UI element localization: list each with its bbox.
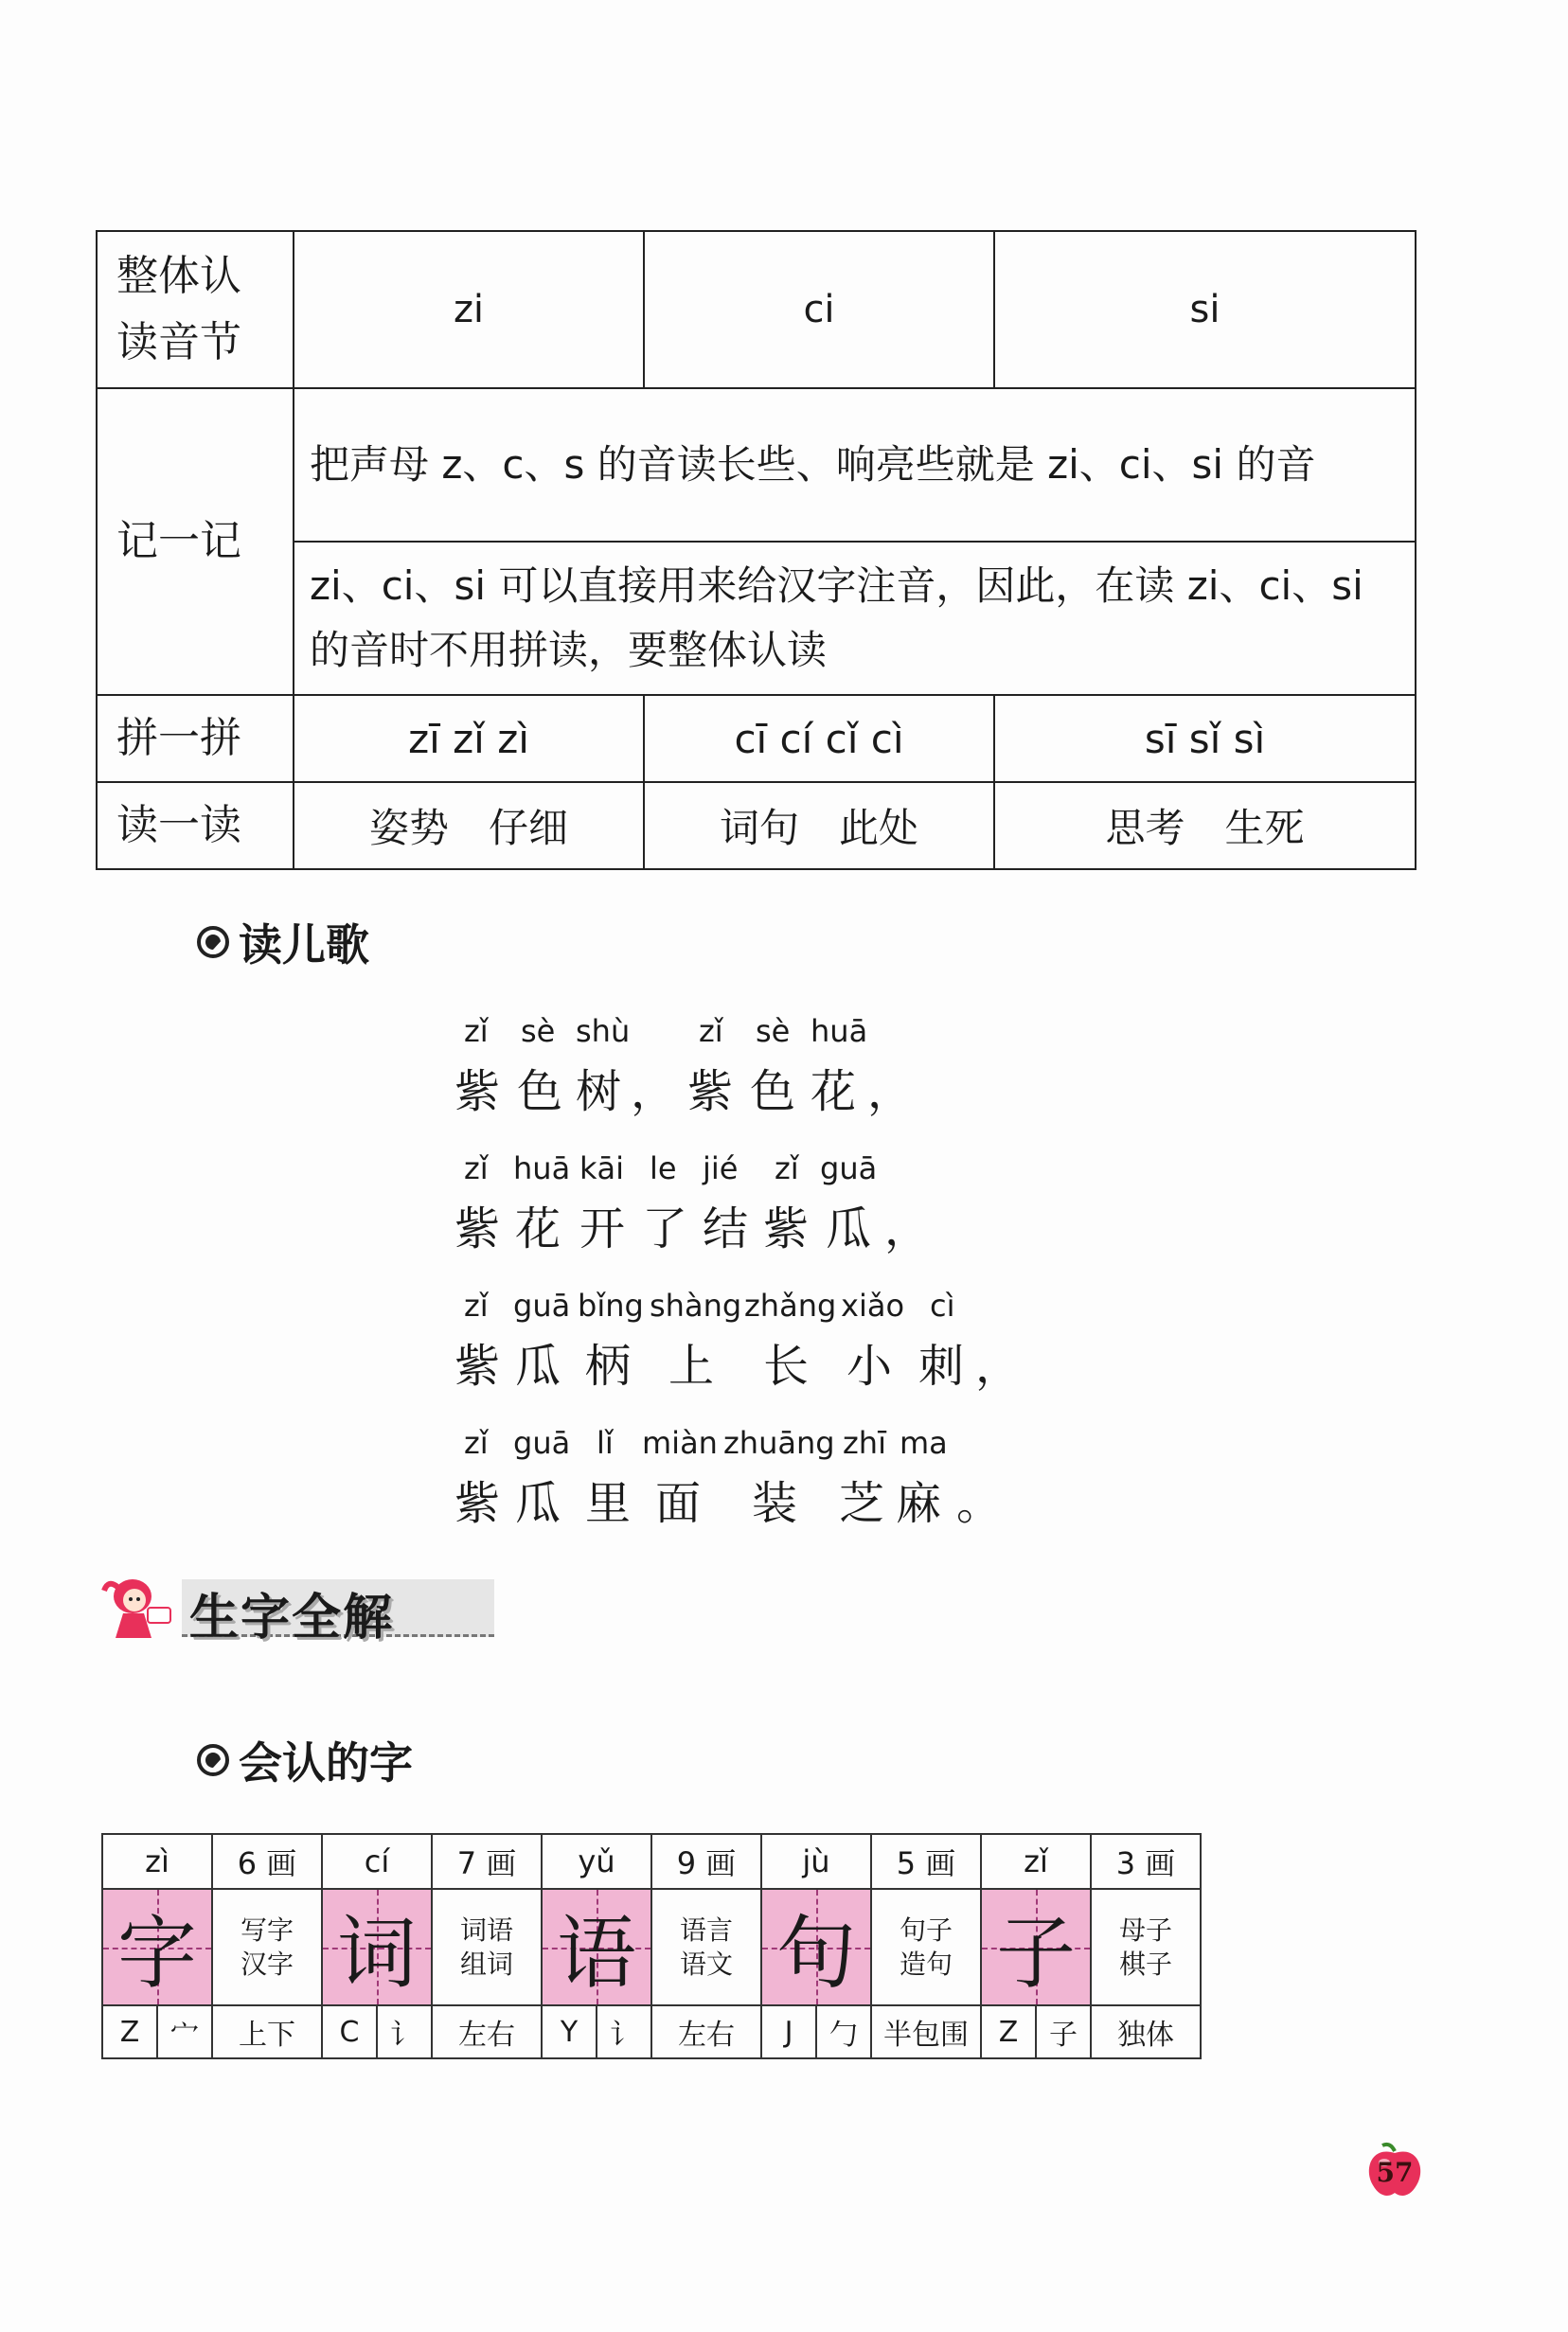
hanzi: 麻: [896, 1477, 942, 1530]
hanzi: ，: [975, 1340, 1022, 1393]
example-words: 母子 棋子: [1091, 1889, 1201, 2005]
character: 句: [775, 1907, 856, 2000]
pinyin: bǐng: [578, 1288, 644, 1324]
pinyin: zhuāng: [723, 1425, 835, 1461]
hanzi: 花: [515, 1202, 561, 1255]
radical: 讠: [377, 2005, 432, 2058]
char-pinyin: zǐ: [981, 1834, 1091, 1889]
table-row: [102, 1889, 1201, 2005]
pinyin: guā: [513, 1288, 571, 1324]
example-words: 词语 组词: [432, 1889, 542, 2005]
character: 词: [336, 1907, 417, 2000]
syllable-cell: ci: [644, 231, 994, 388]
pinyin-cell: cī cí cǐ cì: [644, 695, 994, 782]
hanzi: 紫: [454, 1340, 501, 1393]
syllable-cell: zi: [294, 231, 644, 388]
pinyin-cell: zī zǐ zì: [294, 695, 644, 782]
page-number: 57: [1376, 2157, 1414, 2188]
word-cell: 思考 生死: [994, 782, 1416, 869]
pinyin: cì: [930, 1288, 955, 1324]
hanzi: 紫: [454, 1477, 501, 1530]
pinyin: shàng: [650, 1288, 742, 1324]
section-banner: [95, 1564, 407, 1647]
pinyin: zǐ: [464, 1150, 489, 1186]
hanzi: ，: [631, 1065, 677, 1118]
row-header: 读一读: [97, 782, 294, 869]
girl-mascot-icon: [95, 1570, 180, 1644]
word-cell: 词句 此处: [644, 782, 994, 869]
character: 字: [116, 1907, 197, 2000]
char-pinyin: yǔ: [542, 1834, 651, 1889]
syllable-table: [96, 230, 1417, 870]
note-cell: 把声母 z、c、s 的音读长些、响亮些就是 zi、ci、si 的音: [294, 388, 1416, 542]
pinyin: shù: [576, 1013, 631, 1049]
table-row: [97, 695, 1416, 782]
pinyin: jié: [703, 1150, 739, 1186]
char-pinyin: cí: [322, 1834, 432, 1889]
section-title: 读儿歌: [239, 919, 369, 970]
structure: 上下: [212, 2005, 322, 2058]
index-letter: Z: [981, 2005, 1036, 2058]
pinyin: xiǎo: [841, 1288, 905, 1324]
radical: 勹: [816, 2005, 871, 2058]
radical: 宀: [157, 2005, 212, 2058]
pinyin: huā: [513, 1150, 571, 1186]
word-cell: 姿势 仔细: [294, 782, 644, 869]
pinyin: kāi: [579, 1150, 625, 1186]
table-row: [102, 1834, 1201, 1889]
hanzi: 紫: [687, 1065, 734, 1118]
character: 语: [556, 1907, 636, 2000]
banner-title: 生字全解: [189, 1590, 395, 1647]
pinyin: lǐ: [597, 1425, 614, 1461]
table-row: [97, 542, 1416, 695]
hanzi: 色: [517, 1065, 563, 1118]
hanzi: 。: [956, 1477, 1003, 1530]
structure: 左右: [432, 2005, 542, 2058]
hanzi: 结: [703, 1202, 749, 1255]
pinyin: huā: [811, 1013, 868, 1049]
bullet-icon: [197, 1744, 229, 1776]
row-header: 记一记: [97, 388, 294, 695]
hanzi: 色: [750, 1065, 796, 1118]
hanzi: 瓜: [515, 1477, 561, 1530]
hanzi: 花: [811, 1065, 857, 1118]
hanzi: 开: [579, 1202, 626, 1255]
table-row: [97, 231, 1416, 388]
hanzi: 树: [576, 1065, 622, 1118]
table-row: [102, 2005, 1201, 2058]
example-words: 写字 汉字: [212, 1889, 322, 2005]
structure: 左右: [651, 2005, 761, 2058]
char-pinyin: jù: [761, 1834, 871, 1889]
hanzi: 瓜: [826, 1202, 872, 1255]
hanzi: 装: [752, 1477, 798, 1530]
section-title: 会认的字: [239, 1737, 413, 1789]
char-strokes: 6 画: [212, 1834, 322, 1889]
char-strokes: 7 画: [432, 1834, 542, 1889]
pinyin: zǐ: [464, 1013, 489, 1049]
syllable-cell: si: [994, 231, 1416, 388]
pinyin: miàn: [642, 1425, 718, 1461]
pinyin: guā: [513, 1425, 571, 1461]
hanzi: 里: [585, 1477, 632, 1530]
index-letter: J: [761, 2005, 816, 2058]
pinyin: guā: [820, 1150, 878, 1186]
character-box: [761, 1889, 871, 2005]
pinyin-cell: sī sǐ sì: [994, 695, 1416, 782]
pinyin: zǐ: [775, 1150, 799, 1186]
pinyin: zhī: [843, 1425, 886, 1461]
section-heading-poem: [197, 911, 369, 973]
pinyin: ma: [900, 1425, 948, 1461]
row-header: 整体认 读音节: [97, 231, 294, 388]
structure: 独体: [1091, 2005, 1201, 2058]
index-letter: Z: [102, 2005, 157, 2058]
radical: 讠: [597, 2005, 651, 2058]
pinyin: zhǎng: [744, 1288, 837, 1324]
char-strokes: 3 画: [1091, 1834, 1201, 1889]
index-letter: C: [322, 2005, 377, 2058]
char-strokes: 5 画: [871, 1834, 981, 1889]
hanzi: 紫: [763, 1202, 810, 1255]
character-box: [542, 1889, 651, 2005]
pinyin: le: [650, 1150, 677, 1186]
page-number-badge: [1362, 2142, 1428, 2200]
hanzi: 长: [763, 1340, 810, 1393]
pinyin: zǐ: [464, 1425, 489, 1461]
hanzi: ，: [884, 1202, 931, 1255]
hanzi: 了: [642, 1202, 688, 1255]
hanzi: ，: [867, 1065, 914, 1118]
character-box: [322, 1889, 432, 2005]
char-pinyin: zì: [102, 1834, 212, 1889]
character-table: [101, 1833, 1202, 2059]
example-words: 句子 造句: [871, 1889, 981, 2005]
radical: 子: [1036, 2005, 1091, 2058]
hanzi: 刺: [918, 1340, 965, 1393]
character: 子: [995, 1907, 1076, 2000]
hanzi: 小: [846, 1340, 893, 1393]
pinyin: sè: [521, 1013, 556, 1049]
structure: 半包围: [871, 2005, 981, 2058]
character-box: [102, 1889, 212, 2005]
pinyin: zǐ: [464, 1288, 489, 1324]
hanzi: 上: [668, 1340, 715, 1393]
pinyin: sè: [756, 1013, 791, 1049]
character-box: [981, 1889, 1091, 2005]
char-strokes: 9 画: [651, 1834, 761, 1889]
table-row: [97, 782, 1416, 869]
hanzi: 芝: [839, 1477, 885, 1530]
hanzi: 柄: [585, 1340, 632, 1393]
index-letter: Y: [542, 2005, 597, 2058]
hanzi: 面: [655, 1477, 702, 1530]
example-words: 语言 语文: [651, 1889, 761, 2005]
hanzi: 紫: [454, 1202, 501, 1255]
section-heading-chars: [197, 1729, 413, 1791]
bullet-icon: [197, 926, 229, 958]
hanzi: 紫: [454, 1065, 501, 1118]
table-row: [97, 388, 1416, 542]
note-cell: zi、ci、si 可以直接用来给汉字注音，因此，在读 zi、ci、si 的音时不用拼读，要整体认读: [294, 542, 1416, 695]
pinyin: zǐ: [699, 1013, 723, 1049]
hanzi: 瓜: [515, 1340, 561, 1393]
row-header: 拼一拼: [97, 695, 294, 782]
